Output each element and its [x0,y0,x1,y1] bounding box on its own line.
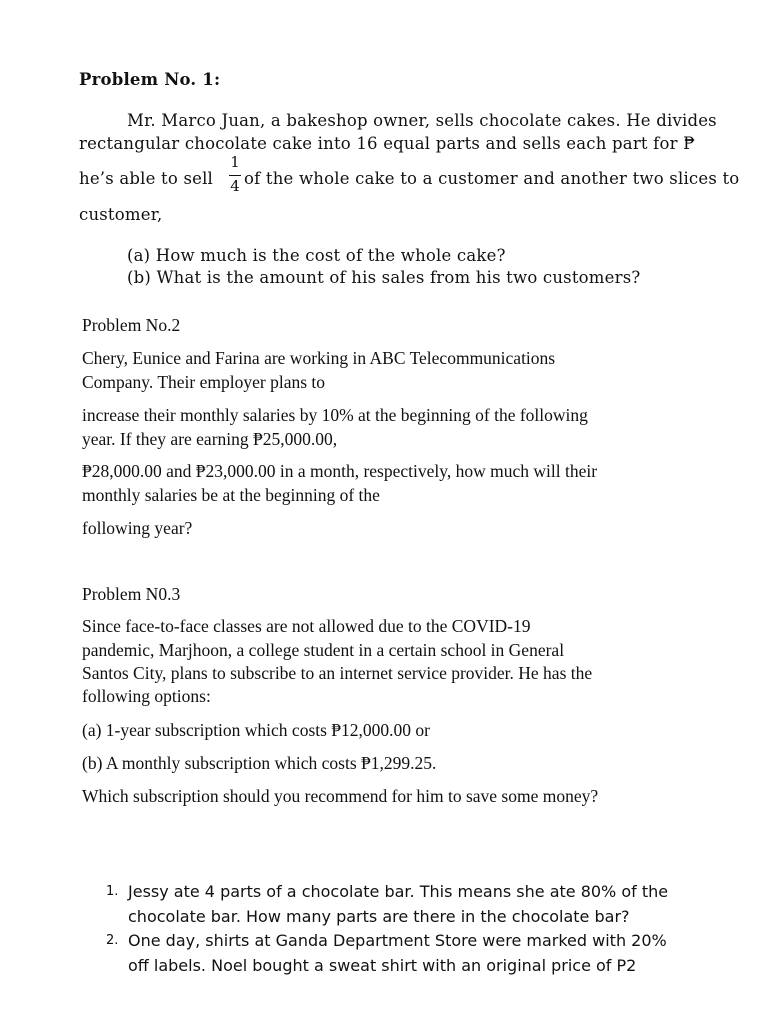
problem-1-question-a: (a) How much is the cost of the whole cake? [127,246,506,265]
list-item-line: chocolate bar. How many parts are there in the chocolate bar? [128,906,630,926]
problem-2-line-6: monthly salaries be at the beginning of the [82,485,380,505]
list-item [80,880,730,929]
list-item-number: 2. [106,933,119,948]
problem-2-title: Problem No.2 [82,315,181,335]
problem-1-line-1: Mr. Marco Juan, a bakeshop owner, sells chocolate cakes. He divides [127,111,717,130]
list-item-number: 1. [106,884,119,899]
list-item-line: off labels. Noel bought a sweat shirt with an original price of P2 [128,955,637,975]
problem-2-line-4: year. If they are earning ₱25,000.00, [82,429,338,449]
problem-2-line-2: Company. Their employer plans to [82,372,326,392]
fraction-bar [229,175,241,176]
problem-2-line-7: following year? [82,518,193,538]
problem-3-title: Problem N0.3 [82,584,181,604]
problem-1-question-b: (b) What is the amount of his sales from his two customers? [127,268,641,287]
list-item-line: One day, shirts at Ganda Department Store were marked with 20% [128,931,667,950]
problem-3-line-1: Since face-to-face classes are not allowed due to the COVID-19 [82,616,531,636]
problem-3-option-b: (b) A monthly subscription which costs ₱1,299.25. [82,753,437,773]
problem-1-line-2: rectangular chocolate cake into 16 equal parts and sells each part for ₱ [79,134,696,153]
problem-1-line-4: customer, [79,205,163,224]
problem-3-line-2: pandemic, Marjhoon, a college student in a certain school in General [82,640,565,660]
problem-2-line-3: increase their monthly salaries by 10% at the beginning of the following [82,405,588,425]
problem-3-option-a: (a) 1-year subscription which costs ₱12,000.00 or [82,720,430,740]
problem-2-line-1: Chery, Eunice and Farina are working in ABC Telecommunications [82,348,556,368]
numbered-problem-list [80,880,730,978]
list-item [80,929,730,978]
problem-1-line-3-post: of the whole cake to a customer and another two slices to [244,169,740,188]
fraction-one-quarter [229,155,241,194]
fraction-denominator: 4 [230,177,240,195]
problem-3-question: Which subscription should you recommend for him to save some money? [82,786,599,806]
problem-1-line-3-pre: he’s able to sell [79,169,214,188]
list-item-line: Jessy ate 4 parts of a chocolate bar. This means she ate 80% of the [128,882,669,901]
problem-3-line-3: Santos City, plans to subscribe to an internet service provider. He has the [82,663,593,683]
fraction-numerator: 1 [230,153,240,171]
problem-2-line-5: ₱28,000.00 and ₱23,000.00 in a month, respectively, how much will their [82,461,598,481]
problem-1-title: Problem No. 1: [79,70,221,89]
problem-3-line-4: following options: [82,686,211,706]
